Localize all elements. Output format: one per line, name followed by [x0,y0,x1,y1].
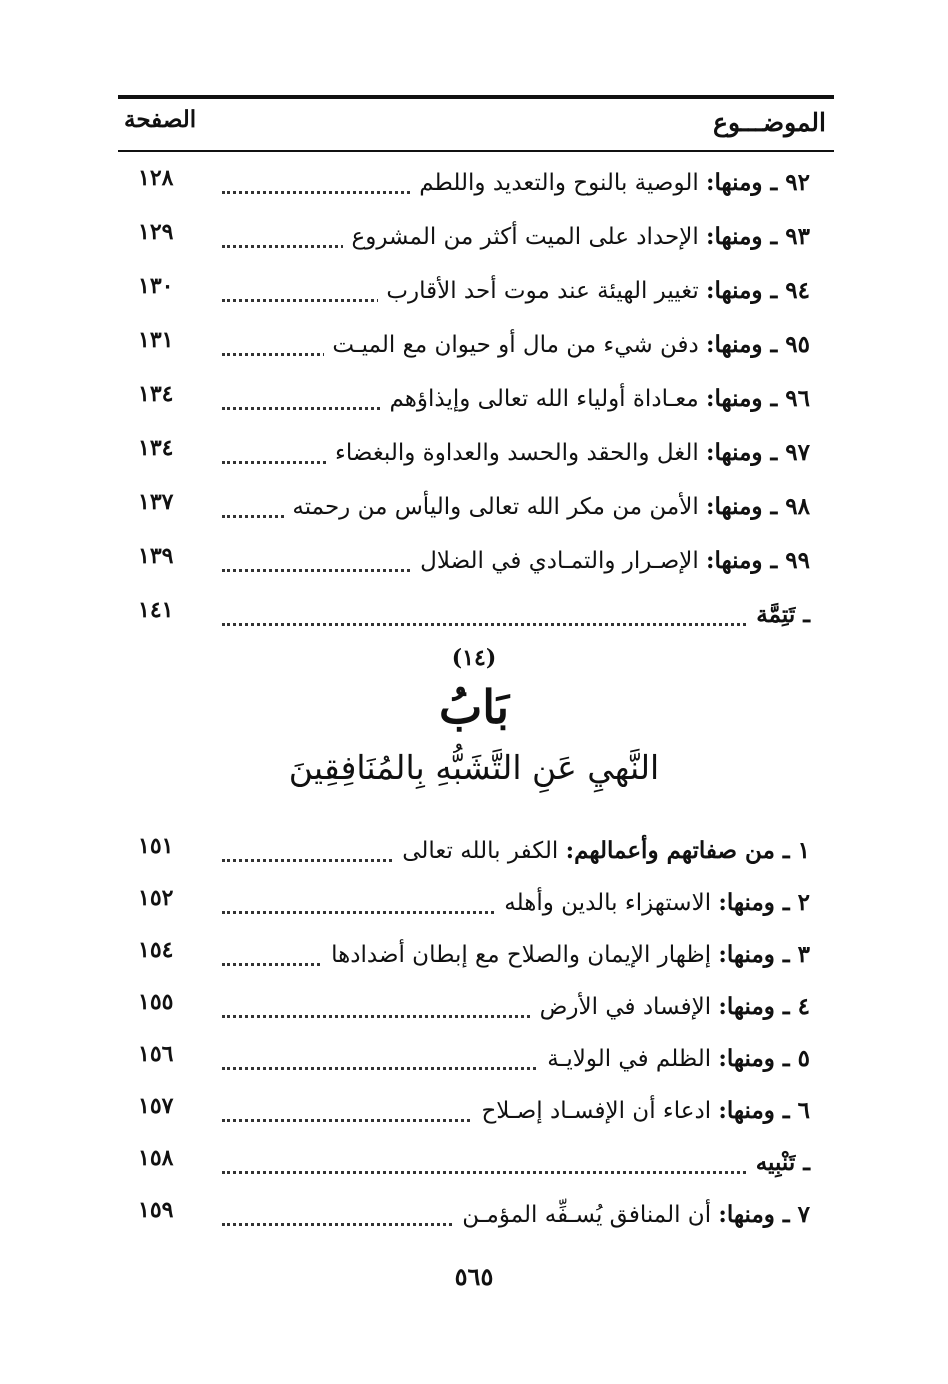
toc-entry-text [748,601,810,628]
toc-entry-number: ٤ ـ ومنها: [718,993,810,1020]
toc-entry-title: دفن شيء من مال أو حيوان مع الميـت [332,332,699,358]
toc-entry-number: ٩٩ ـ ومنها: [706,547,810,574]
toc-entry-page-number: ١٥٦ [138,1041,174,1067]
toc-entry-text [327,439,810,466]
toc-entry[interactable] [118,935,834,979]
chapter-bab-heading: بَابُ [438,680,510,734]
toc-entry[interactable] [118,831,834,875]
toc-entry-page-number: ١٥٨ [138,1145,174,1171]
toc-entry-number: ١ ـ من صفاتهم وأعمالهم: [565,837,810,864]
toc-entry-text [411,169,810,196]
toc-entry-text [343,223,810,250]
toc-entry-title: الإفساد في الأرض [539,994,712,1020]
toc-entry-text [748,1149,810,1176]
dot-leader [222,623,794,626]
toc-entry[interactable] [118,1143,834,1187]
toc-entry-text [284,493,810,520]
toc-entry[interactable] [118,487,834,531]
toc-entry-page-number: ١٥٢ [138,885,174,911]
toc-entry[interactable] [118,987,834,1031]
toc-entry-number: ٩٥ ـ ومنها: [706,331,810,358]
toc-entry-page-number: ١٣٠ [138,273,174,299]
toc-entry[interactable] [118,433,834,477]
toc-entry-page-number: ١٢٨ [138,165,174,191]
toc-entry[interactable] [118,595,834,639]
toc-entry-text [323,941,810,968]
toc-entry-title: الكفر بالله تعالى [402,838,559,864]
toc-entry[interactable] [118,325,834,369]
page-number: ٥٦٥ [454,1262,494,1291]
toc-entry-text [539,1045,810,1072]
toc-entry-number: ـ تَتِمَّة [756,601,810,628]
toc-entry[interactable] [118,1195,834,1239]
toc-entry-number: ٩٤ ـ ومنها: [706,277,810,304]
toc-entry-number: ٩٦ ـ ومنها: [706,385,810,412]
toc-entry-title: إظهار الإيمان والصلاح مع إبطان أضدادها [331,942,712,968]
toc-entry-title: الاستهزاء بالدين وأهله [504,890,712,916]
toc-entry[interactable] [118,1039,834,1083]
toc-entry-text [378,277,810,304]
dot-leader [222,1171,794,1174]
toc-entry-title: ادعاء أن الإفسـاد إصـلاح [481,1098,712,1124]
toc-entry-page-number: ١٥٥ [138,989,174,1015]
toc-entry-number: ٩٢ ـ ومنها: [706,169,810,196]
toc-entry[interactable] [118,541,834,585]
toc-entry-number: ٩٨ ـ ومنها: [706,493,810,520]
toc-entry-text [496,889,810,916]
toc-entry-page-number: ١٢٩ [138,219,174,245]
toc-entry-text [473,1097,810,1124]
toc-entry-number: ٥ ـ ومنها: [718,1045,810,1072]
page-column-heading: الصفحة [124,106,197,133]
toc-entry-number: ٩٧ ـ ومنها: [706,439,810,466]
toc-entry-number: ٩٣ ـ ومنها: [706,223,810,250]
toc-entry-title: الوصية بالنوح والتعديد واللطم [419,170,699,196]
toc-entry-number: ٦ ـ ومنها: [718,1097,810,1124]
toc-entry[interactable] [118,1091,834,1135]
toc-entry-title: تغيير الهيئة عند موت أحد الأقارب [386,278,699,304]
toc-entry-title: الظلم في الولايـة [547,1046,712,1072]
toc-entry-title: الإحداد على الميت أكثر من المشروع [351,224,699,250]
toc-entry[interactable] [118,271,834,315]
toc-entry-page-number: ١٣٧ [138,489,174,515]
toc-entry[interactable] [118,217,834,261]
toc-entry-page-number: ١٥٤ [138,937,174,963]
toc-entry-title: الغل والحقد والحسد والعداوة والبغضاء [335,440,699,466]
toc-entry-page-number: ١٥٩ [138,1197,174,1223]
toc-entry-title: معـاداة أولياء الله تعالى وإيذاؤهم [389,386,699,412]
toc-entry-title: أن المنافق يُسـفِّه المؤمـن [462,1202,712,1228]
header-top-rule [118,95,834,99]
toc-entry-page-number: ١٣٩ [138,543,174,569]
topic-column-heading: الموضـــوع [713,108,826,137]
toc-entry-page-number: ١٣١ [138,327,174,353]
toc-entry-text [324,331,810,358]
toc-entry-number: ـ تَنْبِيه [755,1149,810,1176]
header-bottom-rule [118,150,834,152]
toc-entry-text [532,993,810,1020]
toc-entry-page-number: ١٣٤ [138,435,174,461]
toc-entry-page-number: ١٥١ [138,833,174,859]
toc-entry-number: ٣ ـ ومنها: [718,941,810,968]
toc-entry[interactable] [118,883,834,927]
toc-entry-text [412,547,810,574]
chapter-number: (١٤) [451,645,497,671]
toc-entry-text [454,1201,810,1228]
toc-entry-page-number: ١٣٤ [138,381,174,407]
toc-entry[interactable] [118,163,834,207]
toc-entry-number: ٢ ـ ومنها: [718,889,810,916]
toc-entry-title: الأمن من مكر الله تعالى واليأس من رحمته [292,494,699,520]
toc-entry-text [381,385,810,412]
chapter-title: النَّهيِ عَنِ التَّشَبُّهِ بِالمُنَافِقِينَ [288,748,660,787]
toc-entry[interactable] [118,379,834,423]
toc-entry-page-number: ١٤١ [138,597,174,623]
toc-entry-title: الإصـرار والتمـادي في الضلال [420,548,699,574]
toc-entry-number: ٧ ـ ومنها: [718,1201,810,1228]
toc-entry-text [394,837,810,864]
toc-entry-page-number: ١٥٧ [138,1093,174,1119]
